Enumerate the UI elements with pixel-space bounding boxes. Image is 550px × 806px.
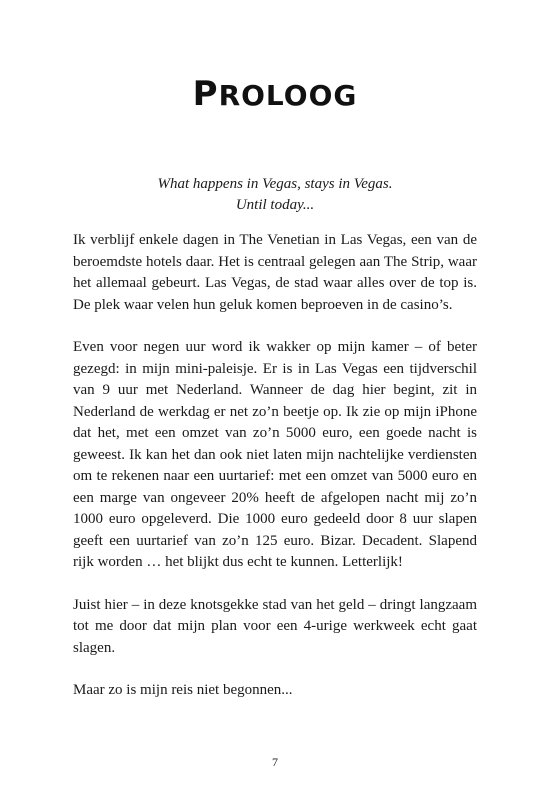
chapter-title [0,74,550,114]
chapter-title-rest: ROLOOG [218,79,358,112]
paragraph-3: Juist hier – in deze knotsgekke stad van het geld – dringt langzaam tot me door dat mijn plan voor een 4-urige werkweek echt gaat slagen. [73,596,477,656]
body-text [73,230,477,723]
epigraph [0,174,550,216]
page-number: 7 [272,755,278,769]
chapter-title-initial: P [192,74,219,114]
epigraph-line-2: Until today... [235,197,315,213]
paragraph-4: Maar zo is mijn reis niet begonnen... [73,682,293,698]
epigraph-line-1: What happens in Vegas, stays in Vegas. [157,176,393,192]
paragraph-1: Ik verblijf enkele dagen in The Venetian in Las Vegas, een van de beroemdste hotels daar. Het is centraal gelegen aan The Strip, waar het allemaal gebeurt. Las Vegas, de stad waar alles over de top is. De plek waar velen hun geluk komen beproeven in de casino’s. [73,232,477,313]
paragraph-2: Even voor negen uur word ik wakker op mijn kamer – of beter gezegd: in mijn mini-paleisje. Er is in Las Vegas een tijdverschil van 9 uur met Nederland. Wanneer de dag hier begint, zit in Nederland de werkdag er net zo’n beetje op. Ik zie op mijn iPhone dat het, met een omzet van zo’n 5000 euro, een goede nacht is geweest. Ik kan het dan ook niet laten mijn nachtelijke verdiensten om te rekenen naar een uurtarief: met een omzet van 5000 euro en een marge van ongeveer 20% heeft de afgelopen nacht mij zo’n 1000 euro opgeleverd. Die 1000 euro gedeeld door 8 uur slapen geeft een uurtarief van zo’n 125 euro. Bizar. Decadent. Slapend rijk worden … het blijkt dus echt te kunnen. Letterlijk! [73,339,477,570]
